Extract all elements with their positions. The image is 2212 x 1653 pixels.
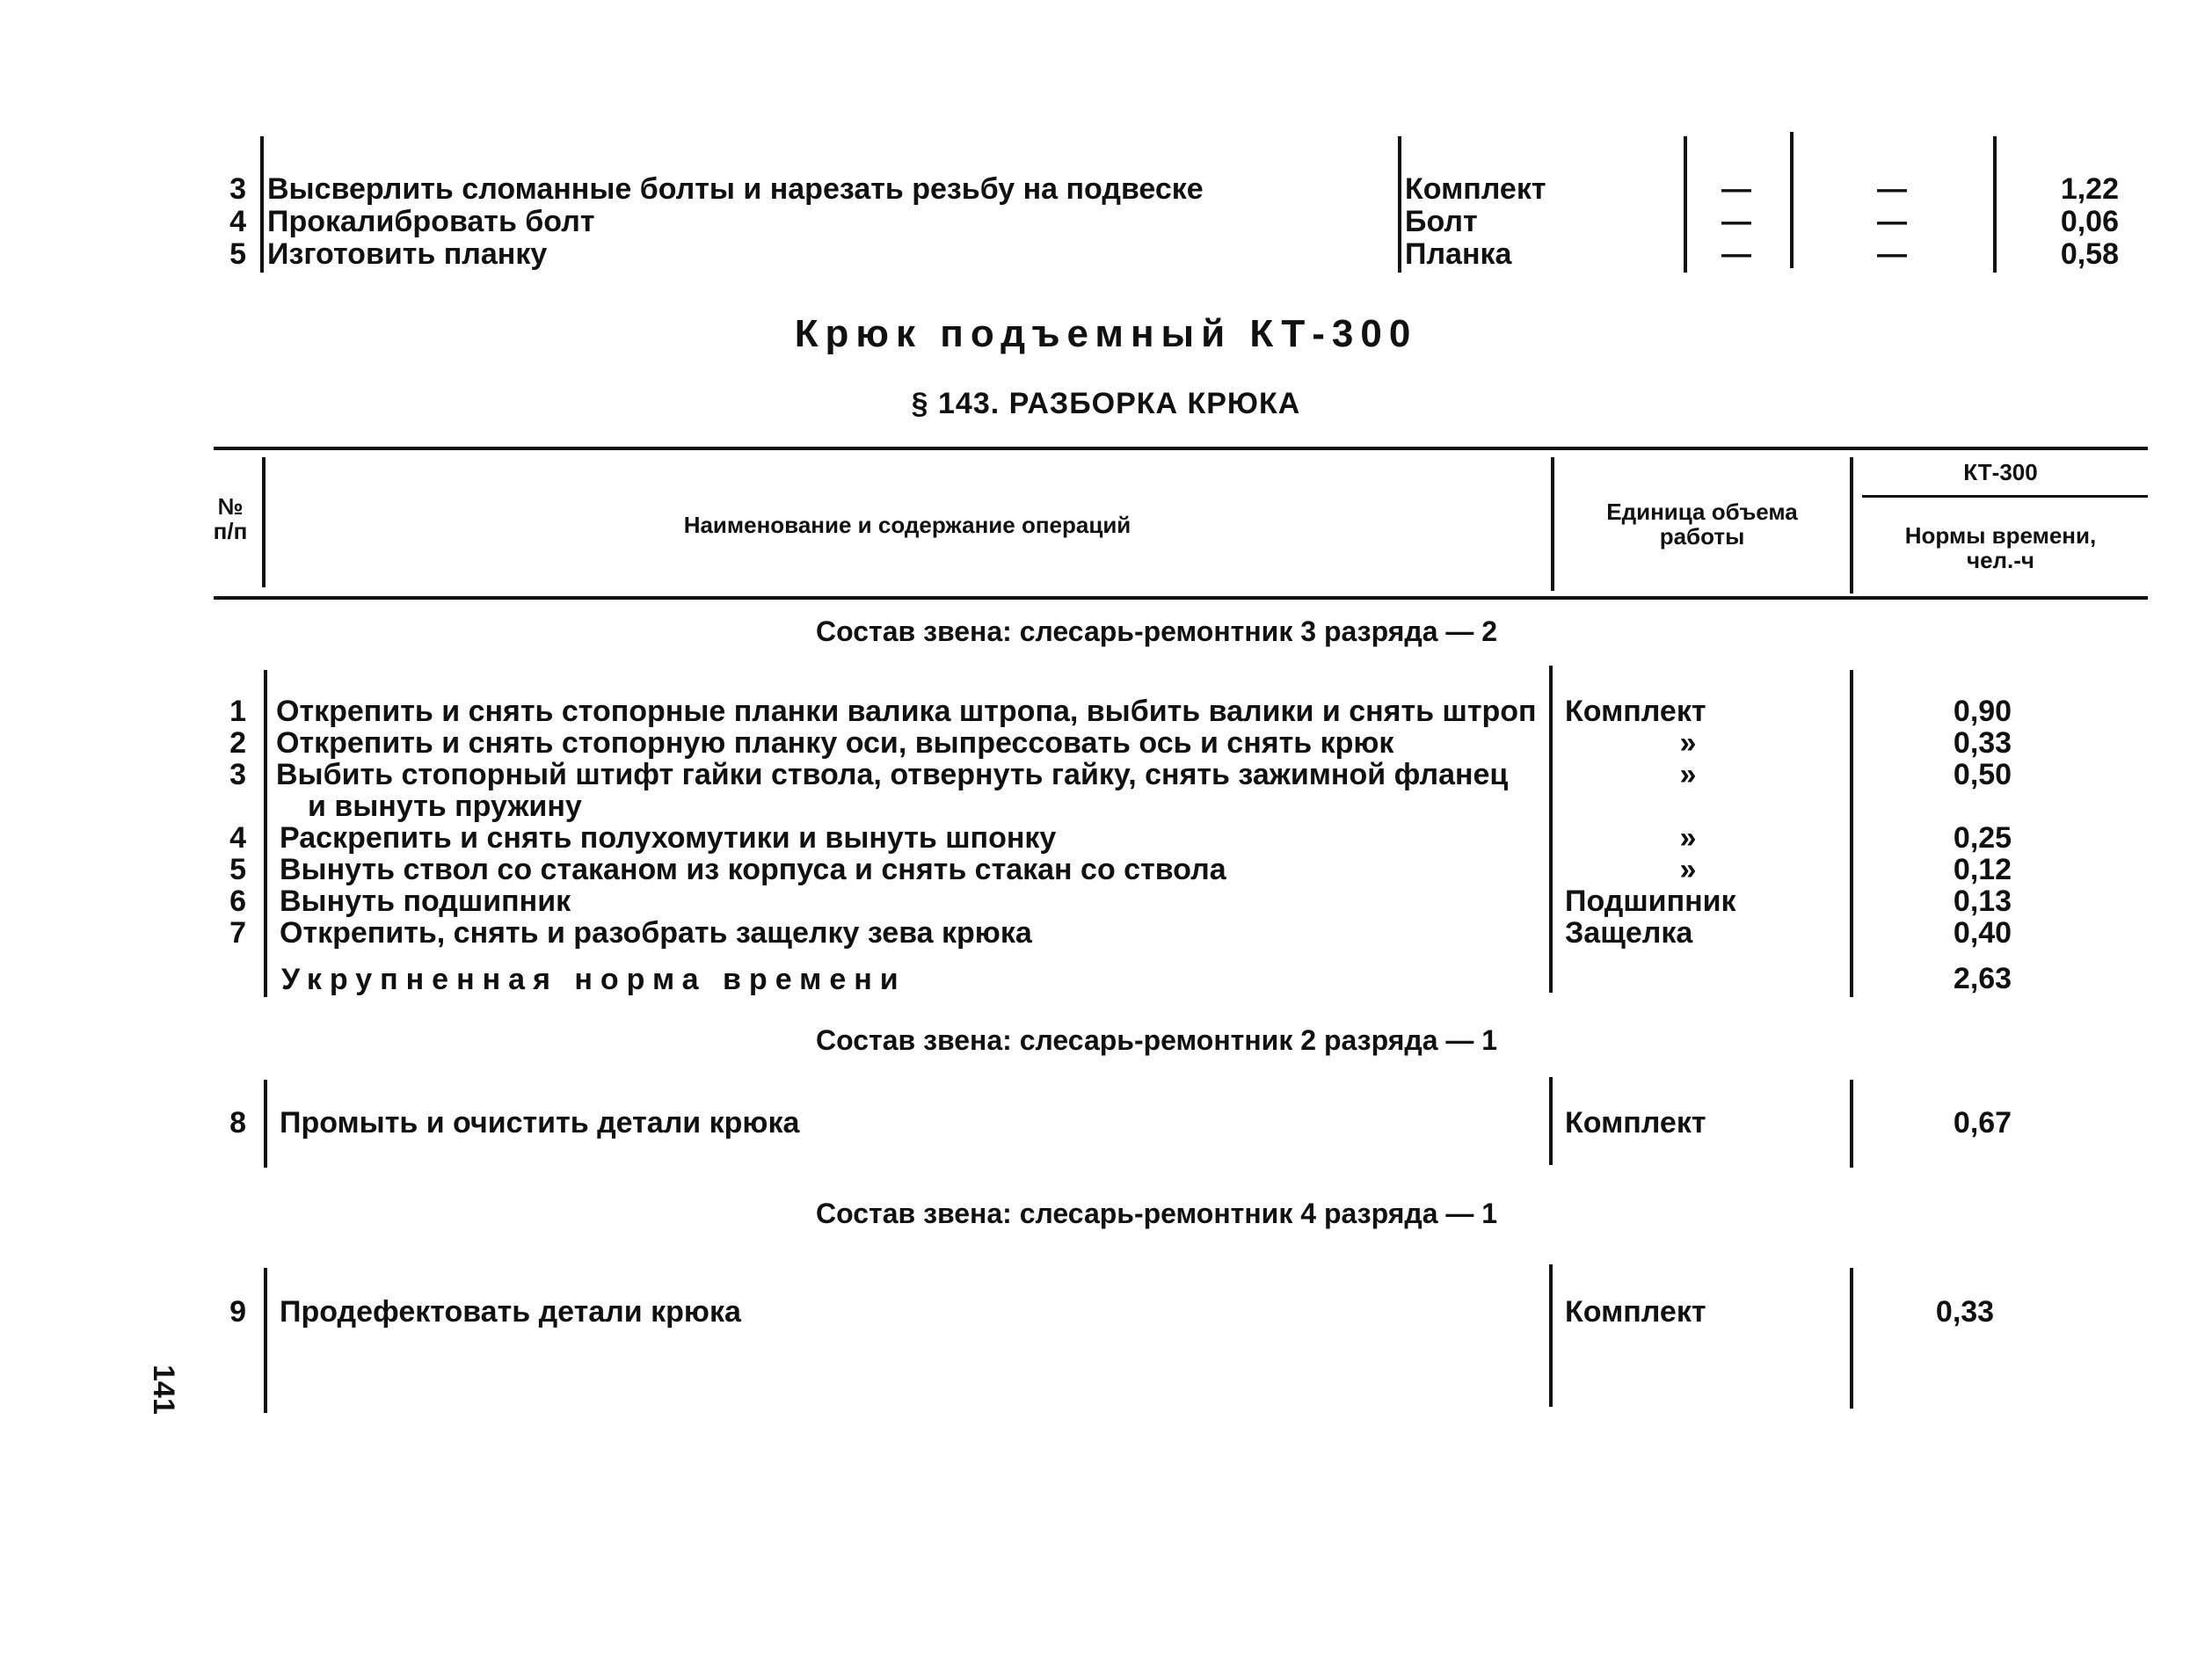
header-name: Наименование и содержание операций bbox=[683, 512, 1131, 538]
body-rule bbox=[264, 1080, 267, 1168]
top-table-rule bbox=[1993, 136, 1997, 273]
norm-value: 0,40 bbox=[1953, 916, 2012, 950]
header-norm: Нормы времени, чел.-ч bbox=[1904, 522, 2097, 573]
row-number: 5 bbox=[229, 853, 246, 886]
crew-composition: Состав звена: слесарь-ремонтник 3 разряда — 2 bbox=[816, 615, 1498, 647]
top-table-rule bbox=[1790, 132, 1794, 268]
norm-value: 0,33 bbox=[1935, 1295, 1995, 1329]
norm-value: 0,25 bbox=[1953, 821, 2012, 855]
row-number: 7 bbox=[229, 916, 246, 950]
norm-value: 0,13 bbox=[1953, 885, 2012, 918]
body-rule bbox=[1850, 1080, 1853, 1168]
row-number: 3 bbox=[229, 172, 246, 206]
crew-composition: Состав звена: слесарь-ремонтник 4 разряда — 1 bbox=[816, 1198, 1498, 1229]
section-title: § 143. РАЗБОРКА КРЮКА bbox=[911, 387, 1301, 420]
row-number: 4 bbox=[229, 821, 246, 855]
row-number: 8 bbox=[229, 1106, 246, 1140]
operation-name: Вынуть ствол со стаканом из корпуса и снять стакан со ствола bbox=[280, 853, 1226, 886]
row-number: 3 bbox=[229, 758, 246, 791]
row-number: 9 bbox=[229, 1295, 246, 1329]
ditto-mark: » bbox=[1679, 853, 1697, 886]
operation-name: Открепить и снять стопорные планки валика штропа, выбить валики и снять штроп bbox=[276, 695, 1537, 727]
operation-name: Открепить, снять и разобрать защелку зева крюка bbox=[280, 916, 1032, 950]
row-number: 4 bbox=[229, 205, 246, 238]
operation-name: Изготовить планку bbox=[267, 237, 548, 271]
body-rule bbox=[264, 670, 267, 997]
unit: Комплект bbox=[1565, 695, 1706, 728]
header-group: КТ-300 bbox=[1963, 459, 2038, 485]
crew-composition: Состав звена: слесарь-ремонтник 2 разряда — 1 bbox=[816, 1024, 1498, 1056]
header-bottom-rule bbox=[214, 596, 2148, 600]
dash: — bbox=[1877, 172, 1907, 206]
row-number: 2 bbox=[229, 726, 246, 760]
ditto-mark: » bbox=[1679, 758, 1697, 791]
operation-name: Высверлить сломанные болты и нарезать резьбу на подвеске bbox=[267, 172, 1204, 206]
top-table-rule bbox=[1398, 136, 1401, 273]
dash: — bbox=[1877, 237, 1907, 271]
operation-name: Выбить стопорный штифт гайки ствола, отвернуть гайку, снять зажимной фланец bbox=[276, 759, 1509, 790]
norm-value: 0,58 bbox=[2060, 237, 2119, 271]
dash: — bbox=[1721, 237, 1751, 271]
operation-name: Промыть и очистить детали крюка bbox=[280, 1106, 800, 1140]
operation-name: Продефектовать детали крюка bbox=[280, 1295, 741, 1329]
norm-value: 0,33 bbox=[1953, 726, 2012, 760]
unit: Комплект bbox=[1405, 172, 1546, 206]
top-table-rule bbox=[1684, 136, 1687, 273]
norm-value: 0,06 bbox=[2060, 205, 2119, 238]
total-value: 2,63 bbox=[1953, 962, 2012, 995]
table-top-rule bbox=[214, 447, 2148, 450]
unit: Планка bbox=[1405, 237, 1512, 271]
operation-name: Прокалибровать болт bbox=[267, 205, 595, 238]
operation-name: Открепить и снять стопорную планку оси, выпрессовать ось и снять крюк bbox=[276, 726, 1394, 760]
norm-value: 0,50 bbox=[1953, 758, 2012, 791]
unit: Комплект bbox=[1565, 1295, 1706, 1329]
operation-name: Вынуть подшипник bbox=[280, 885, 571, 918]
body-rule bbox=[1549, 1264, 1553, 1407]
unit: Защелка bbox=[1565, 916, 1693, 950]
dash: — bbox=[1877, 205, 1907, 238]
ditto-mark: » bbox=[1679, 821, 1697, 855]
norm-value: 0,67 bbox=[1953, 1106, 2012, 1140]
header-sub-rule bbox=[1862, 495, 2148, 498]
body-rule bbox=[1549, 666, 1553, 993]
row-number: 5 bbox=[229, 237, 246, 271]
dash: — bbox=[1721, 205, 1751, 238]
norm-value: 0,90 bbox=[1953, 695, 2012, 728]
body-rule bbox=[264, 1268, 267, 1413]
page-title: Крюк подъемный КТ-300 bbox=[794, 312, 1418, 355]
norm-value: 1,22 bbox=[2060, 172, 2119, 206]
row-number: 1 bbox=[229, 695, 246, 728]
operation-name-continued: и вынуть пружину bbox=[308, 790, 582, 823]
page-number: 141 bbox=[147, 1365, 180, 1415]
body-rule bbox=[1850, 670, 1853, 997]
operation-name: Раскрепить и снять полухомутики и вынуть шпонку bbox=[280, 821, 1057, 855]
dash: — bbox=[1721, 172, 1751, 206]
row-number: 6 bbox=[229, 885, 246, 918]
norm-value: 0,12 bbox=[1953, 853, 2012, 886]
header-unit: Единица объема работы bbox=[1606, 499, 1798, 550]
top-table-rule bbox=[260, 136, 264, 273]
unit: Болт bbox=[1405, 205, 1478, 238]
unit: Подшипник bbox=[1565, 885, 1736, 918]
total-label: Укрупненная норма времени bbox=[281, 963, 906, 996]
ditto-mark: » bbox=[1679, 726, 1697, 760]
header-num: № п/п bbox=[213, 493, 248, 544]
unit: Комплект bbox=[1565, 1106, 1706, 1140]
body-rule bbox=[1549, 1077, 1553, 1165]
body-rule bbox=[1850, 1268, 1853, 1409]
